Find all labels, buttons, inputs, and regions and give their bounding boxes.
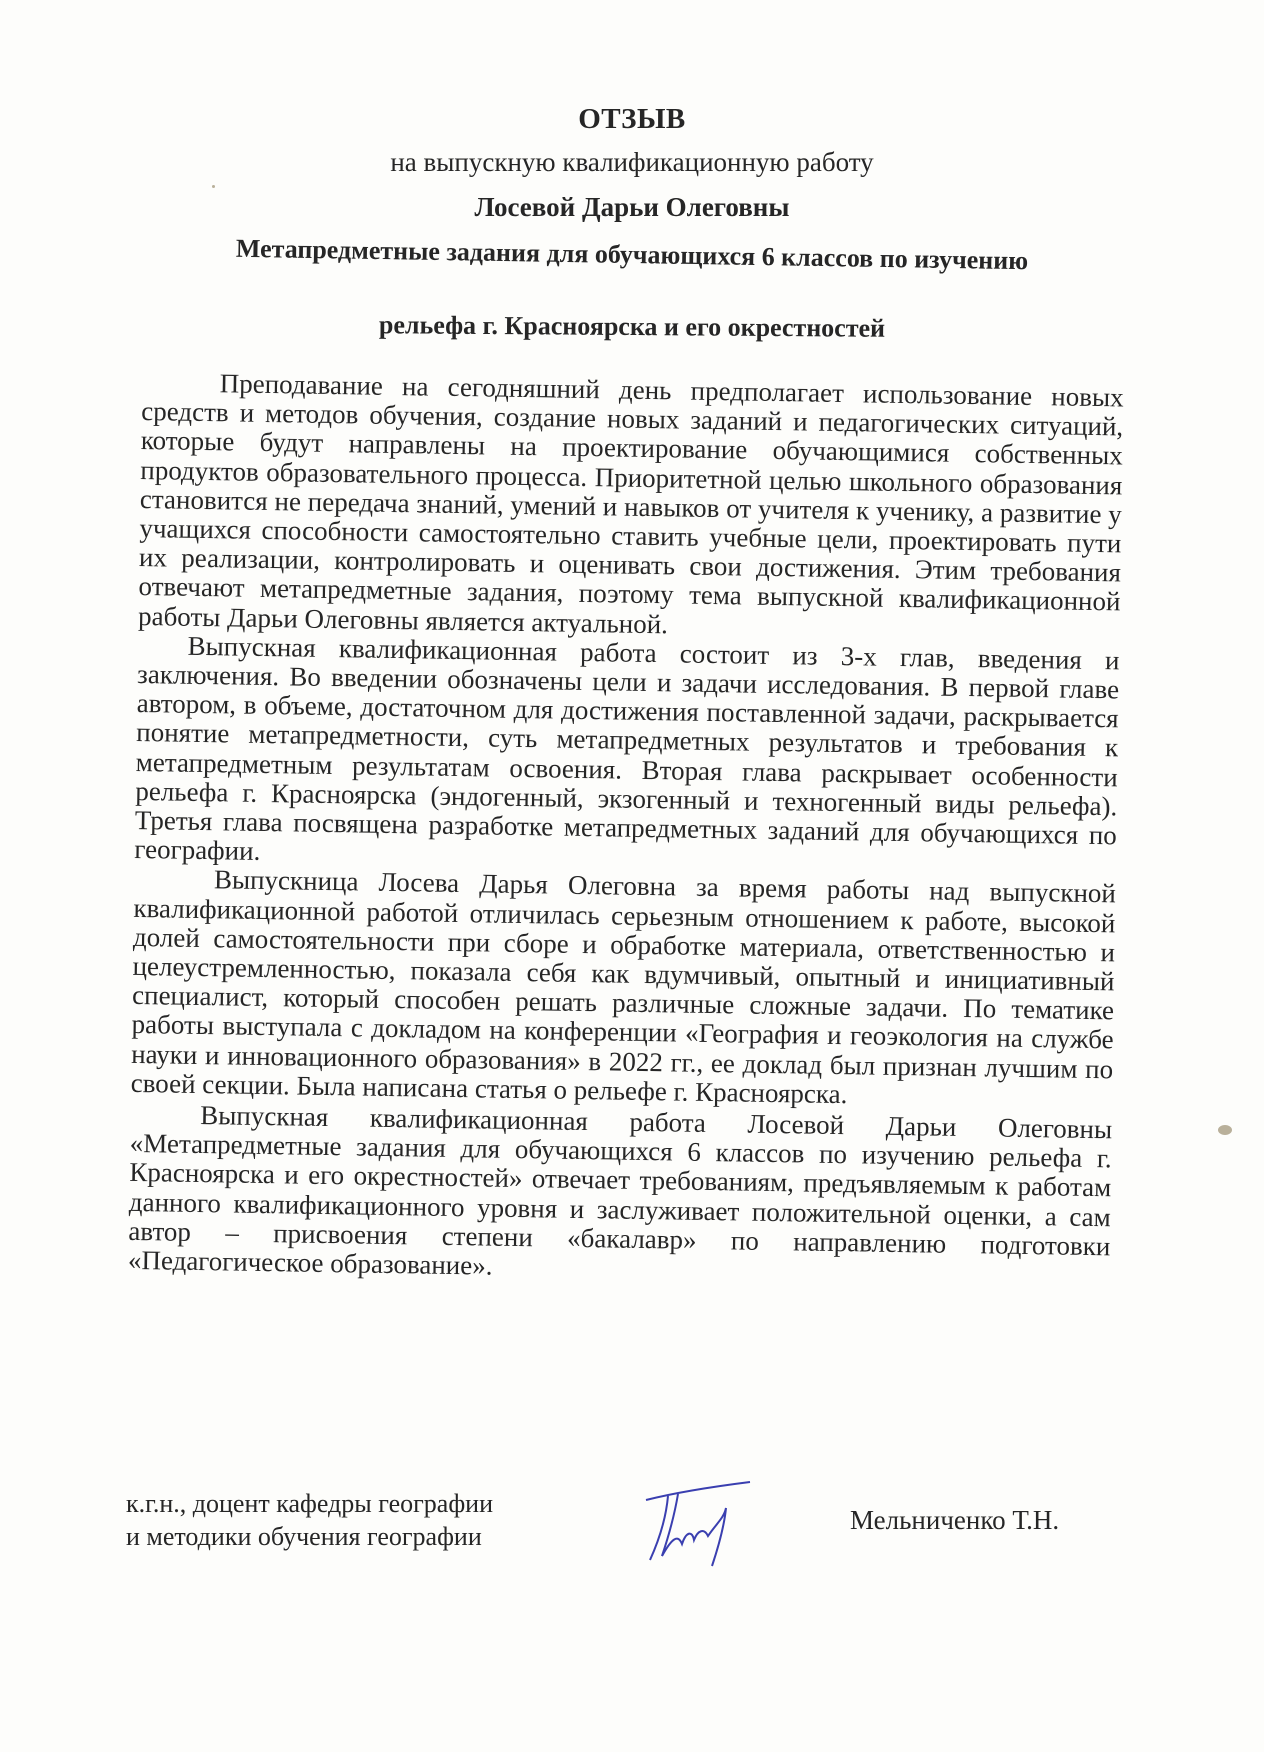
document-title: ОТЗЫВ	[578, 103, 686, 135]
paragraph-conclusion: Выпускная квалификационная работа Лосевой Дарьи Олеговны «Метапредметные задания для обучающихся 6 классов по изучению рельефа г. Красноярска и его окрестностей» отвечает требованиям, предъявляемым к работам данного квалификационного уровня и заслуживает положительной оценки, а сам автор – присвоения степени «бакалавр» по направлению подготовки «Педагогическое образование».	[127, 1100, 1113, 1281]
scan-speck	[1218, 1125, 1232, 1135]
student-name: Лосевой Дарьи Олеговны	[474, 192, 790, 222]
paragraph-student-qualities: Выпускница Лосева Дарья Олеговна за время работы над выпускной квалификационной работой отличилась серьезным отношением к работе, высокой долей самостоятельности при сборе и обработке материала, ответственностью и целеустремленностью, показала себя как вдумчивый, опытный и инициативный специалист, который способен решать различные сложные задачи. По тематике работы выступала с докладом на конференции «География и геоэкология на службе науки и инновационного образования» в 2022 гг., ее доклад был признан лучшим по своей секции. Была написана статья о рельефе г. Красноярска.	[130, 864, 1117, 1110]
document-subtitle: на выпускную квалификационную работу	[390, 147, 874, 177]
signatory-position-line-2: и методики обучения географии	[126, 1522, 482, 1551]
scan-speck	[212, 185, 215, 188]
paragraph-relevance: Преподавание на сегодняшний день предполагает использование новых средств и методов обучения, создание новых заданий и педагогических ситуаций, которые будут направлены на проектирование обучающимися собственных продуктов образовательного процесса. Приоритетной целью школьного образования становится не передача знаний, умений и навыков от учителя к ученику, а развитие у учащихся способности самостоятельно ставить учебные цели, проектировать пути их реализации, контролировать и оценивать свои достижения. Этим требования отвечают метапредметные задания, поэтому тема выпускной квалификационной работы Дарьи Олеговны является актуальной.	[137, 368, 1124, 639]
review-body	[128, 368, 1124, 1291]
thesis-theme-line-1: Метапредметные задания для обучающихся 6 классов по изучению	[235, 233, 1029, 276]
paragraph-structure: Выпускная квалификационная работа состоит из 3-х глав, введения и заключения. Во введении обозначены цели и задачи исследования. В первой главе автором, в объеме, достаточном для достижения поставленной задачи, раскрывается понятие метапредметности, суть метапредметных результатов и требования к метапредметным результатам освоения. Вторая глава раскрывает особенности рельефа г. Красноярска (эндогенный, экзогенный и техногенный виды рельефа). Третья глава посвящена разработке метапредметных заданий для обучающихся по географии.	[134, 630, 1120, 867]
handwritten-signature-icon	[638, 1478, 758, 1568]
thesis-theme-line-2: рельефа г. Красноярска и его окрестностей	[378, 310, 886, 343]
signatory-position	[126, 1487, 493, 1553]
signatory-position-line-1: к.г.н., доцент кафедры географии	[126, 1489, 493, 1518]
signatory-name: Мельниченко Т.Н.	[850, 1505, 1060, 1535]
